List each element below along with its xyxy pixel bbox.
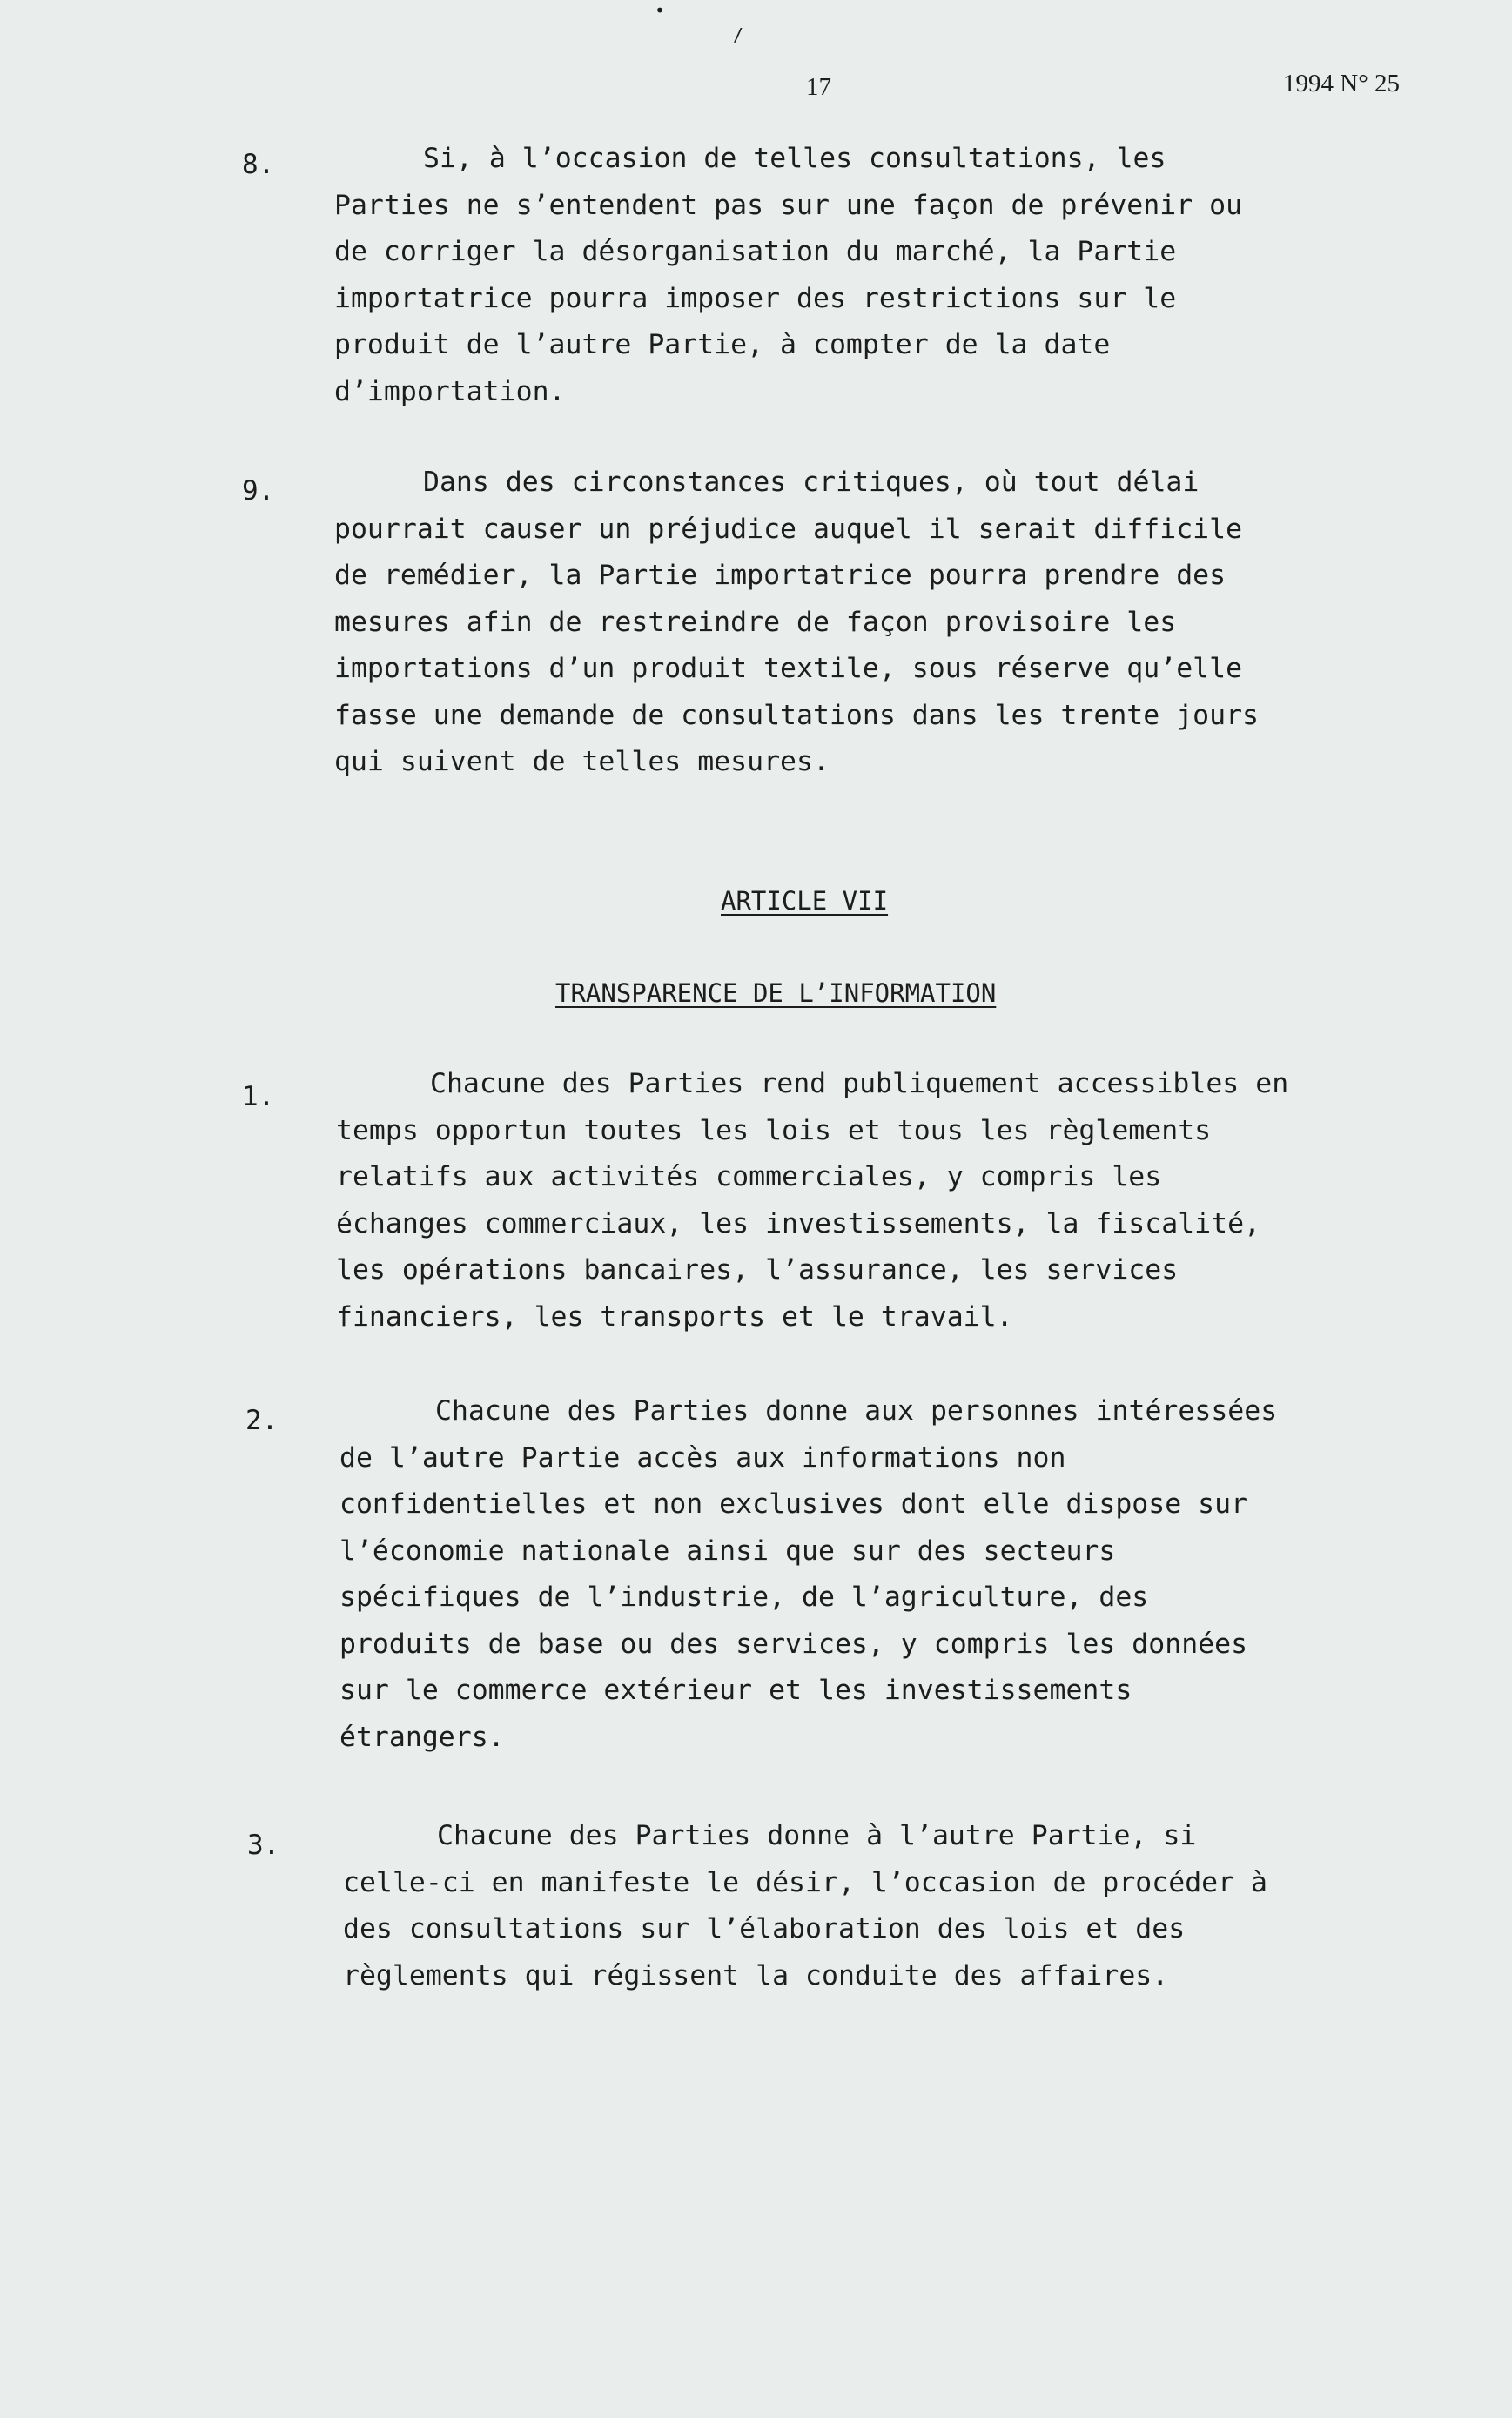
issue-number: 1994 N° 25 (1283, 70, 1401, 97)
paragraph-number: 9. (242, 475, 275, 507)
paragraph-text: Dans des circonstances critiques, où tout délai pourrait causer un préjudice auquel il serait difficile de remédier, la Partie importatrice pourra prendre des mesures afin de restreindre de façon provisoire les importations d’un produit textile, sous réserve qu’elle fasse une demande de consultations dans les trente jours qui suivent de telles mesures. (334, 467, 1260, 777)
article-subtitle: TRANSPARENCE DE L’INFORMATION (555, 978, 997, 1008)
paragraph-number: 2. (245, 1405, 279, 1436)
paragraph-number: 3. (247, 1830, 280, 1861)
paragraph-text: Chacune des Parties donne aux personnes intéressées de l’autre Partie accès aux informations non confidentielles et non exclusives dont elle dispose sur l’économie nationale ainsi que sur des secteurs spécifiques de l’industrie, de l’agriculture, des produits de base ou des services, y compris les données sur le commerce extérieur et les investissements étrangers. (339, 1395, 1278, 1753)
paragraph-text: Si, à l’occasion de telles consultations, les Parties ne s’entendent pas sur une façon de prévenir ou de corriger la désorganisation du marché, la Partie importatrice pourra imposer des restrictions sur le produit de l’autre Partie, à compter de la date d’importation. (334, 143, 1243, 407)
scan-speck: • (655, 0, 666, 21)
paragraph-text: Chacune des Parties donne à l’autre Partie, si celle-ci en manifeste le désir, l’occasion de procéder à des consultations sur l’élaboration des lois et des règlements qui régissent la conduite des affaires. (343, 1820, 1268, 1991)
scan-speck: / (733, 24, 744, 45)
article-title: ARTICLE VII (721, 886, 889, 916)
paragraph-number: 1. (242, 1081, 275, 1112)
paragraph-number: 8. (242, 149, 275, 180)
paragraph-text: Chacune des Parties rend publiquement accessibles en temps opportun toutes les lois et tous les règlements relatifs aux activités commerciales, y compris les échanges commerciaux, les investissements, la fiscalité, les opérations bancaires, l’assurance, les services financiers, les transports et le travail. (336, 1068, 1289, 1333)
page-number: 17 (806, 73, 831, 101)
